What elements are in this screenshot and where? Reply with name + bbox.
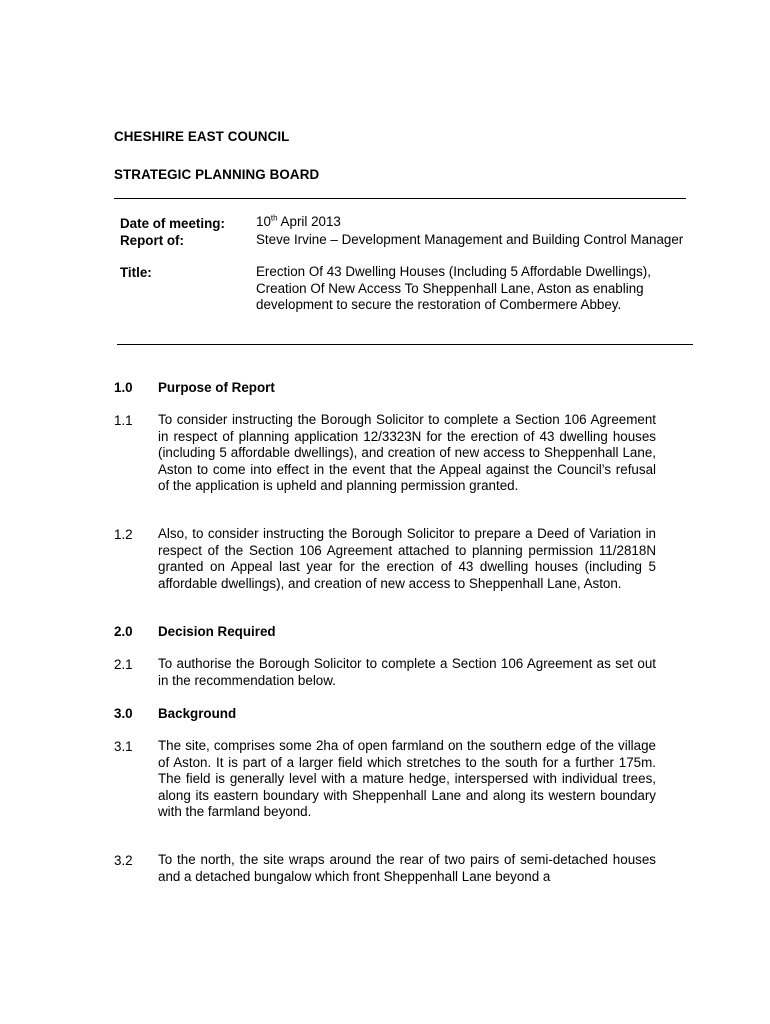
council-name: CHESHIRE EAST COUNCIL	[114, 129, 290, 144]
meta-divider	[117, 344, 693, 345]
section-heading: Purpose of Report	[158, 380, 275, 395]
section-number: 1.0	[114, 380, 133, 395]
title-label: Title:	[120, 265, 152, 280]
title-value: Erection Of 43 Dwelling Houses (Including 5 Affordable Dwellings), Creation Of New Access To Sheppenhall Lane, Aston as enabling development to secure the restoration of Combermere Abbey.	[256, 264, 651, 312]
paragraph-number: 1.1	[114, 413, 133, 428]
paragraph-text: To consider instructing the Borough Solicitor to complete a Section 106 Agreement in respect of planning application 12/3323N for the erection of 43 dwelling houses (including 5 affordable dwellings), and creation of new access to Sheppenhall Lane, Aston to come into effect in the event that the Appeal against the Council’s refusal of the application is upheld and planning permission granted.	[158, 412, 656, 493]
paragraph-text: Also, to consider instructing the Borough Solicitor to prepare a Deed of Variation in respect of the Section 106 Agreement attached to planning permission 11/2818N granted on Appeal last year for the erection of 43 dwelling houses (including 5 affordable dwellings), and creation of new access to Sheppenhall Lane, Aston.	[158, 526, 656, 591]
header-divider	[114, 198, 686, 199]
paragraph-text: The site, comprises some 2ha of open farmland on the southern edge of the village of Aston. It is part of a larger field which stretches to the south for a further 175m. The field is generally level with a mature hedge, interspersed with individual trees, along its eastern boundary with Sheppenhall Lane and along its western boundary with the farmland beyond.	[158, 738, 656, 819]
report-label: Report of:	[120, 233, 184, 248]
paragraph-text: To the north, the site wraps around the rear of two pairs of semi-detached houses and a detached bungalow which front Sheppenhall Lane beyond a	[158, 852, 656, 884]
paragraph-number: 1.2	[114, 527, 133, 542]
date-label: Date of meeting:	[120, 216, 225, 231]
section-heading: Background	[158, 706, 237, 721]
section-heading: Decision Required	[158, 624, 276, 639]
date-day: 10	[256, 214, 271, 229]
paragraph-number: 2.1	[114, 657, 133, 672]
report-value: Steve Irvine – Development Management and Building Control Manager	[256, 232, 684, 247]
section-number: 3.0	[114, 706, 133, 721]
date-value	[256, 214, 686, 231]
paragraph-number: 3.1	[114, 739, 133, 754]
paragraph-number: 3.2	[114, 853, 133, 868]
date-rest: April 2013	[277, 214, 341, 229]
board-name: STRATEGIC PLANNING BOARD	[114, 167, 320, 182]
section-number: 2.0	[114, 624, 133, 639]
paragraph-text: To authorise the Borough Solicitor to complete a Section 106 Agreement as set out in the recommendation below.	[158, 656, 656, 688]
date-suffix: th	[270, 213, 278, 223]
